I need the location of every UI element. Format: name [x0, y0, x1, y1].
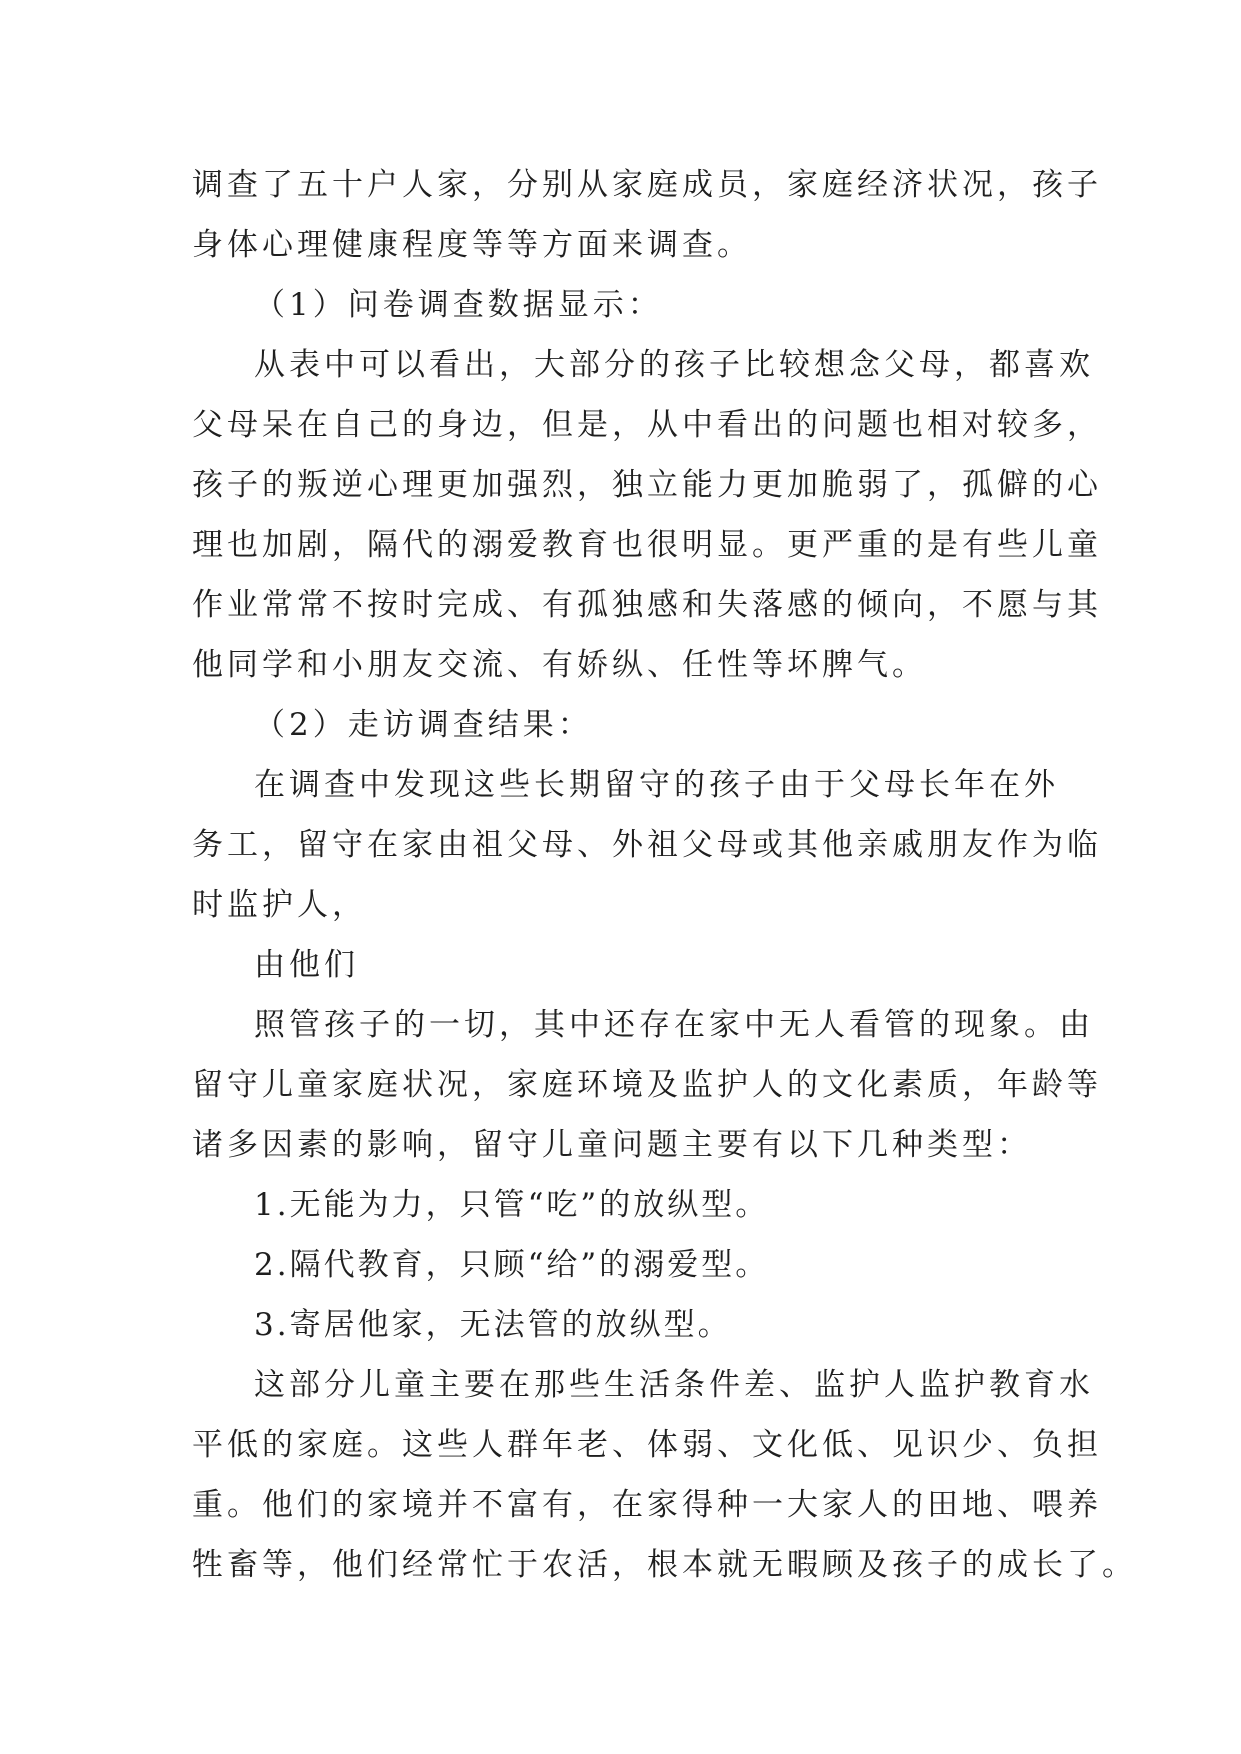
list-item: 1.无能为力，只管“吃”的放纵型。 — [254, 1187, 770, 1223]
text-line: 孩子的叛逆心理更加强烈，独立能力更加脆弱了，孤僻的心 — [192, 467, 1102, 503]
text-line: 在调查中发现这些长期留守的孩子由于父母长年在外 — [254, 767, 1059, 803]
section-heading: （1）问卷调查数据显示： — [254, 287, 663, 323]
text-line: 理也加剧，隔代的溺爱教育也很明显。更严重的是有些儿童 — [192, 527, 1102, 563]
text-line: 他同学和小朋友交流、有娇纵、任性等坏脾气。 — [192, 647, 927, 683]
text-line: 平低的家庭。这些人群年老、体弱、文化低、见识少、负担 — [192, 1427, 1102, 1463]
text-line: 诸多因素的影响，留守儿童问题主要有以下几种类型： — [192, 1127, 1032, 1163]
list-item: 2.隔代教育，只顾“给”的溺爱型。 — [254, 1247, 770, 1283]
text-line: 身体心理健康程度等等方面来调查。 — [192, 227, 752, 263]
text-line: 作业常常不按时完成、有孤独感和失落感的倾向，不愿与其 — [192, 587, 1102, 623]
text-line: 务工，留守在家由祖父母、外祖父母或其他亲戚朋友作为临 — [192, 827, 1102, 863]
text-line: 重。他们的家境并不富有，在家得种一大家人的田地、喂养 — [192, 1487, 1102, 1523]
text-line: 牲畜等，他们经常忙于农活，根本就无暇顾及孩子的成长了。 — [192, 1547, 1137, 1583]
section-heading: （2）走访调查结果： — [254, 707, 593, 743]
text-line: 调查了五十户人家，分别从家庭成员，家庭经济状况，孩子 — [192, 167, 1102, 203]
text-line: 时监护人， — [192, 887, 367, 923]
text-line: 父母呆在自己的身边，但是，从中看出的问题也相对较多， — [192, 407, 1102, 443]
text-line: 从表中可以看出，大部分的孩子比较想念父母，都喜欢 — [254, 347, 1094, 383]
text-line: 留守儿童家庭状况，家庭环境及监护人的文化素质，年龄等 — [192, 1067, 1102, 1103]
text-line: 由他们 — [254, 947, 359, 983]
list-item: 3.寄居他家，无法管的放纵型。 — [254, 1307, 732, 1343]
text-line: 照管孩子的一切，其中还存在家中无人看管的现象。由 — [254, 1007, 1094, 1043]
document-body — [192, 155, 1137, 1595]
text-line: 这部分儿童主要在那些生活条件差、监护人监护教育水 — [254, 1367, 1094, 1403]
